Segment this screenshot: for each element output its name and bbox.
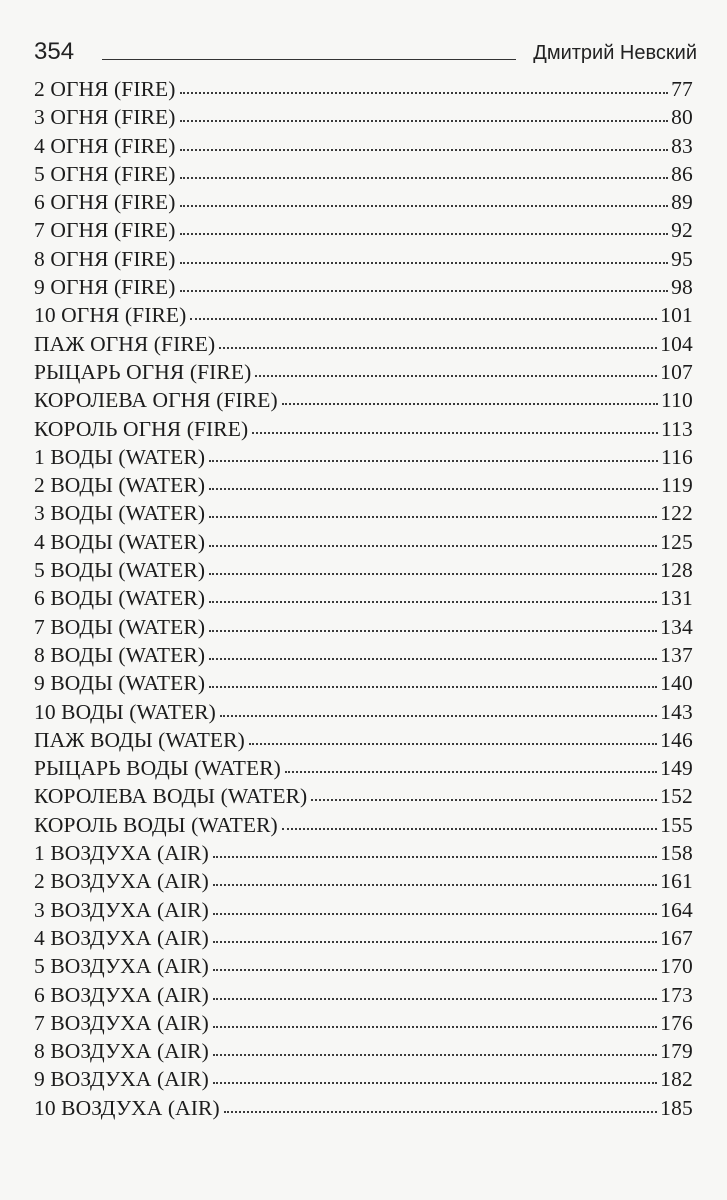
toc-entry xyxy=(34,245,693,273)
toc-entry xyxy=(34,528,693,556)
toc-entry-page-number: 86 xyxy=(671,161,693,186)
toc-entry-page-number: 113 xyxy=(660,416,693,441)
toc-entry xyxy=(34,1037,693,1065)
toc-entry xyxy=(34,641,693,669)
toc-entry xyxy=(34,981,693,1009)
toc-entry-title: 1 ВОЗДУХА (AIR) xyxy=(34,841,209,866)
toc-entry xyxy=(34,358,693,386)
toc-entry xyxy=(34,415,693,443)
dot-leader xyxy=(180,233,669,235)
page-number: 354 xyxy=(34,38,75,65)
toc-entry-page-number: 140 xyxy=(660,671,693,696)
toc-entry-title: КОРОЛЬ ВОДЫ (WATER) xyxy=(34,812,278,837)
dot-leader xyxy=(311,799,657,801)
toc-entry xyxy=(34,1065,693,1093)
toc-entry-page-number: 167 xyxy=(660,925,693,950)
toc-entry xyxy=(34,330,693,358)
toc-entry-title: 5 ОГНЯ (FIRE) xyxy=(34,161,176,186)
toc-entry-title: 9 ВОДЫ (WATER) xyxy=(34,671,206,696)
toc-entry-page-number: 152 xyxy=(660,784,693,809)
toc-entry-page-number: 107 xyxy=(660,359,693,384)
dot-leader xyxy=(224,1111,657,1113)
toc-entry-title: 9 ОГНЯ (FIRE) xyxy=(34,275,176,300)
toc-entry xyxy=(34,216,693,244)
dot-leader xyxy=(209,516,657,518)
toc-entry-title: 8 ОГНЯ (FIRE) xyxy=(34,246,176,271)
dot-leader xyxy=(180,120,669,122)
toc-entry xyxy=(34,386,693,414)
toc-entry-title: 2 ВОЗДУХА (AIR) xyxy=(34,869,209,894)
header-rule xyxy=(102,59,516,60)
toc-entry xyxy=(34,613,693,641)
toc-entry-page-number: 134 xyxy=(660,614,693,639)
toc-entry-page-number: 155 xyxy=(660,812,693,837)
dot-leader xyxy=(213,913,657,915)
toc-entry xyxy=(34,924,693,952)
toc-entry-title: РЫЦАРЬ ВОДЫ (WATER) xyxy=(34,756,281,781)
toc-entry-title: 1 ВОДЫ (WATER) xyxy=(34,444,206,469)
toc-entry-title: КОРОЛЬ ОГНЯ (FIRE) xyxy=(34,416,249,441)
dot-leader xyxy=(213,941,657,943)
toc-entry-title: 7 ОГНЯ (FIRE) xyxy=(34,218,176,243)
dot-leader xyxy=(252,432,658,434)
toc-entry-page-number: 161 xyxy=(660,869,693,894)
dot-leader xyxy=(213,1082,657,1084)
toc-entry xyxy=(34,669,693,697)
dot-leader xyxy=(213,969,657,971)
dot-leader xyxy=(190,318,657,320)
toc-entry xyxy=(34,1009,693,1037)
toc-entry-title: 6 ВОДЫ (WATER) xyxy=(34,586,206,611)
toc-entry-title: 10 ОГНЯ (FIRE) xyxy=(34,303,187,328)
toc-entry-page-number: 164 xyxy=(660,897,693,922)
dot-leader xyxy=(209,460,658,462)
toc-entry-title: ПАЖ ОГНЯ (FIRE) xyxy=(34,331,216,356)
toc-entry-page-number: 95 xyxy=(671,246,693,271)
running-head xyxy=(34,32,697,64)
dot-leader xyxy=(220,715,657,717)
dot-leader xyxy=(255,375,657,377)
toc-entry xyxy=(34,952,693,980)
toc-entry xyxy=(34,301,693,329)
dot-leader xyxy=(213,1026,657,1028)
toc-entry-page-number: 80 xyxy=(671,105,693,130)
toc-entry xyxy=(34,443,693,471)
dot-leader xyxy=(209,488,658,490)
toc-entry xyxy=(34,132,693,160)
toc-entry-title: 3 ОГНЯ (FIRE) xyxy=(34,105,176,130)
dot-leader xyxy=(213,998,657,1000)
toc-entry-page-number: 116 xyxy=(660,444,693,469)
toc-entry-title: 3 ВОЗДУХА (AIR) xyxy=(34,897,209,922)
toc-entry-title: 4 ОГНЯ (FIRE) xyxy=(34,133,176,158)
toc-entry xyxy=(34,75,693,103)
dot-leader xyxy=(209,573,657,575)
toc-entry-page-number: 101 xyxy=(660,303,693,328)
toc-entry-title: 2 ВОДЫ (WATER) xyxy=(34,473,206,498)
dot-leader xyxy=(219,347,657,349)
toc-entry-title: КОРОЛЕВА ВОДЫ (WATER) xyxy=(34,784,308,809)
toc-entry-page-number: 110 xyxy=(660,388,693,413)
toc-entry-page-number: 170 xyxy=(660,954,693,979)
dot-leader xyxy=(180,149,669,151)
dot-leader xyxy=(180,290,669,292)
toc-entry-page-number: 89 xyxy=(671,190,693,215)
toc-entry-page-number: 83 xyxy=(671,133,693,158)
toc-entry xyxy=(34,726,693,754)
toc-entry xyxy=(34,103,693,131)
toc-entry-title: 10 ВОЗДУХА (AIR) xyxy=(34,1095,220,1120)
toc-entry-title: 6 ВОЗДУХА (AIR) xyxy=(34,982,209,1007)
dot-leader xyxy=(213,1054,657,1056)
toc-entry-title: 8 ВОЗДУХА (AIR) xyxy=(34,1039,209,1064)
toc-entry-page-number: 131 xyxy=(660,586,693,611)
dot-leader xyxy=(282,403,658,405)
toc-entry xyxy=(34,471,693,499)
toc-entry-page-number: 176 xyxy=(660,1010,693,1035)
toc-entry xyxy=(34,698,693,726)
toc-entry-title: 9 ВОЗДУХА (AIR) xyxy=(34,1067,209,1092)
toc-entry-page-number: 137 xyxy=(660,642,693,667)
toc-entry-title: 7 ВОДЫ (WATER) xyxy=(34,614,206,639)
toc-entry-page-number: 149 xyxy=(660,756,693,781)
toc-entry-page-number: 146 xyxy=(660,727,693,752)
toc-entry xyxy=(34,584,693,612)
toc-entry-page-number: 182 xyxy=(660,1067,693,1092)
table-of-contents xyxy=(34,75,693,1122)
dot-leader xyxy=(209,545,657,547)
toc-entry xyxy=(34,754,693,782)
toc-entry xyxy=(34,273,693,301)
toc-entry-page-number: 98 xyxy=(671,275,693,300)
toc-entry xyxy=(34,188,693,216)
toc-entry-title: 5 ВОДЫ (WATER) xyxy=(34,558,206,583)
toc-entry-page-number: 122 xyxy=(660,501,693,526)
dot-leader xyxy=(213,856,657,858)
toc-entry-page-number: 158 xyxy=(660,841,693,866)
dot-leader xyxy=(180,177,669,179)
toc-entry-page-number: 119 xyxy=(660,473,693,498)
toc-entry-page-number: 128 xyxy=(660,558,693,583)
author-name: Дмитрий Невский xyxy=(533,42,697,64)
toc-entry xyxy=(34,867,693,895)
toc-entry-page-number: 185 xyxy=(660,1095,693,1120)
toc-entry xyxy=(34,782,693,810)
toc-entry-page-number: 92 xyxy=(671,218,693,243)
toc-entry xyxy=(34,1094,693,1122)
toc-entry-page-number: 125 xyxy=(660,529,693,554)
toc-entry xyxy=(34,896,693,924)
dot-leader xyxy=(213,884,657,886)
toc-entry xyxy=(34,811,693,839)
toc-entry-title: ПАЖ ВОДЫ (WATER) xyxy=(34,727,245,752)
toc-entry xyxy=(34,839,693,867)
dot-leader xyxy=(209,630,657,632)
toc-entry-title: 2 ОГНЯ (FIRE) xyxy=(34,77,176,101)
toc-entry-page-number: 104 xyxy=(660,331,693,356)
dot-leader xyxy=(209,658,657,660)
toc-entry-title: 5 ВОЗДУХА (AIR) xyxy=(34,954,209,979)
dot-leader xyxy=(180,205,669,207)
toc-entry xyxy=(34,160,693,188)
toc-entry-title: 7 ВОЗДУХА (AIR) xyxy=(34,1010,209,1035)
dot-leader xyxy=(249,743,657,745)
toc-entry-title: РЫЦАРЬ ОГНЯ (FIRE) xyxy=(34,359,252,384)
toc-entry-page-number: 179 xyxy=(660,1039,693,1064)
dot-leader xyxy=(209,686,657,688)
dot-leader xyxy=(180,262,669,264)
toc-entry-title: 8 ВОДЫ (WATER) xyxy=(34,642,206,667)
toc-entry-title: 4 ВОДЫ (WATER) xyxy=(34,529,206,554)
dot-leader xyxy=(285,771,657,773)
toc-entry-title: 3 ВОДЫ (WATER) xyxy=(34,501,206,526)
toc-entry-title: 6 ОГНЯ (FIRE) xyxy=(34,190,176,215)
dot-leader xyxy=(180,92,669,94)
toc-entry-title: 10 ВОДЫ (WATER) xyxy=(34,699,216,724)
toc-entry-page-number: 143 xyxy=(660,699,693,724)
dot-leader xyxy=(209,601,657,603)
toc-entry-page-number: 77 xyxy=(671,77,693,101)
toc-entry-page-number: 173 xyxy=(660,982,693,1007)
dot-leader xyxy=(282,828,657,830)
toc-entry xyxy=(34,499,693,527)
toc-entry xyxy=(34,556,693,584)
toc-entry-title: КОРОЛЕВА ОГНЯ (FIRE) xyxy=(34,388,278,413)
toc-entry-title: 4 ВОЗДУХА (AIR) xyxy=(34,925,209,950)
